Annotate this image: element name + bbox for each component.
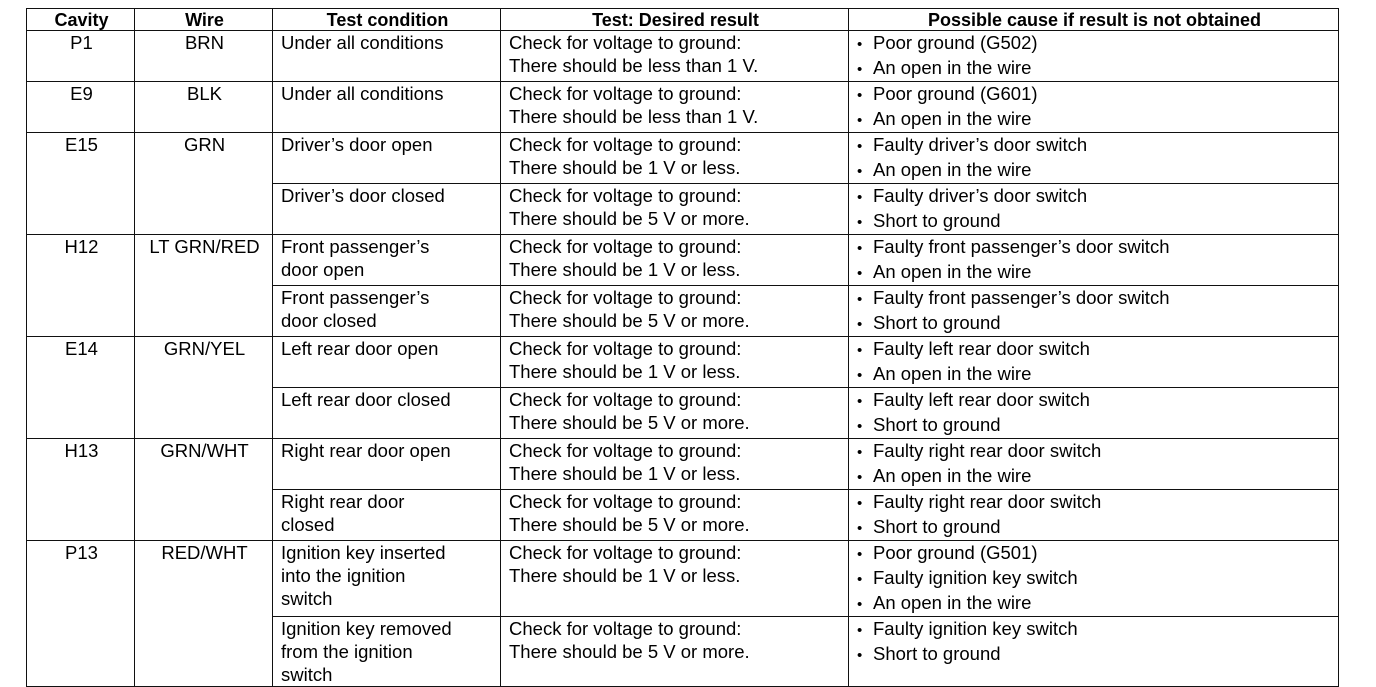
cause-item: • Poor ground (G601) <box>857 82 1332 107</box>
cavity-cell: P1 <box>27 31 135 82</box>
cause-item: • Faulty front passenger’s door switch <box>857 235 1332 260</box>
condition-cell <box>273 235 501 286</box>
table-row <box>27 31 1339 82</box>
cause-cell <box>849 617 1339 687</box>
condition-cell <box>273 82 501 133</box>
condition-cell <box>273 617 501 687</box>
cavity-cell: H12 <box>27 235 135 337</box>
condition-text: Left rear door closed <box>281 389 451 410</box>
header-possible-cause: Possible cause if result is not obtained <box>849 9 1339 31</box>
condition-text: Ignition key removed <box>281 618 452 639</box>
cause-item: • Faulty driver’s door switch <box>857 184 1332 209</box>
cause-cell <box>849 439 1339 490</box>
result-text: There should be less than 1 V. <box>509 55 759 76</box>
result-cell <box>501 617 849 687</box>
cause-item: • Faulty ignition key switch <box>857 566 1332 591</box>
result-cell <box>501 388 849 439</box>
table-row <box>27 235 1339 286</box>
connector-test-table-sheet <box>26 8 1338 687</box>
cavity-cell: H13 <box>27 439 135 541</box>
condition-text: Driver’s door open <box>281 134 433 155</box>
result-text: There should be 1 V or less. <box>509 361 741 382</box>
table-row <box>27 439 1339 490</box>
condition-text: switch <box>281 588 333 609</box>
result-cell <box>501 337 849 388</box>
result-cell <box>501 31 849 82</box>
cavity-cell: E9 <box>27 82 135 133</box>
result-text: There should be 1 V or less. <box>509 463 741 484</box>
cause-item: • Faulty left rear door switch <box>857 388 1332 413</box>
cause-item: • Short to ground <box>857 311 1332 336</box>
result-text: Check for voltage to ground: <box>509 185 742 206</box>
condition-cell <box>273 133 501 184</box>
condition-text: Left rear door open <box>281 338 439 359</box>
cause-item: • Poor ground (G501) <box>857 541 1332 566</box>
result-cell <box>501 133 849 184</box>
result-text: Check for voltage to ground: <box>509 618 742 639</box>
result-text: Check for voltage to ground: <box>509 32 742 53</box>
cause-item: • Short to ground <box>857 209 1332 234</box>
wire-cell: LT GRN/RED <box>135 235 273 337</box>
wire-cell: GRN/WHT <box>135 439 273 541</box>
cause-item: • Short to ground <box>857 515 1332 540</box>
cause-item: • An open in the wire <box>857 260 1332 285</box>
result-text: There should be 1 V or less. <box>509 259 741 280</box>
cause-cell <box>849 388 1339 439</box>
result-text: Check for voltage to ground: <box>509 338 742 359</box>
table-row <box>27 541 1339 617</box>
condition-text: Under all conditions <box>281 83 444 104</box>
result-text: There should be 1 V or less. <box>509 157 741 178</box>
wire-cell: RED/WHT <box>135 541 273 687</box>
condition-cell <box>273 439 501 490</box>
header-test-condition: Test condition <box>273 9 501 31</box>
header-cavity: Cavity <box>27 9 135 31</box>
condition-cell <box>273 337 501 388</box>
cause-item: • Faulty ignition key switch <box>857 617 1332 642</box>
result-text: Check for voltage to ground: <box>509 542 742 563</box>
result-text: There should be 5 V or more. <box>509 641 750 662</box>
condition-cell <box>273 490 501 541</box>
result-text: Check for voltage to ground: <box>509 440 742 461</box>
condition-text: Right rear door open <box>281 440 451 461</box>
result-cell <box>501 439 849 490</box>
condition-text: switch <box>281 664 333 685</box>
header-wire: Wire <box>135 9 273 31</box>
condition-text: door open <box>281 259 365 280</box>
result-text: There should be 5 V or more. <box>509 412 750 433</box>
result-text: There should be 5 V or more. <box>509 310 750 331</box>
cause-item: • Faulty front passenger’s door switch <box>857 286 1332 311</box>
result-text: Check for voltage to ground: <box>509 83 742 104</box>
condition-text: closed <box>281 514 335 535</box>
result-text: Check for voltage to ground: <box>509 389 742 410</box>
condition-cell <box>273 31 501 82</box>
result-text: Check for voltage to ground: <box>509 236 742 257</box>
cause-item: • Poor ground (G502) <box>857 31 1332 56</box>
table-row <box>27 337 1339 388</box>
condition-text: door closed <box>281 310 377 331</box>
header-test-result: Test: Desired result <box>501 9 849 31</box>
cause-cell <box>849 184 1339 235</box>
cavity-cell: P13 <box>27 541 135 687</box>
result-text: Check for voltage to ground: <box>509 287 742 308</box>
result-cell <box>501 235 849 286</box>
condition-text: Driver’s door closed <box>281 185 445 206</box>
condition-text: Under all conditions <box>281 32 444 53</box>
condition-cell <box>273 184 501 235</box>
cause-cell <box>849 541 1339 617</box>
cause-item: • Faulty driver’s door switch <box>857 133 1332 158</box>
table-row <box>27 82 1339 133</box>
cause-item: • An open in the wire <box>857 56 1332 81</box>
result-text: Check for voltage to ground: <box>509 491 742 512</box>
cause-item: • An open in the wire <box>857 591 1332 616</box>
result-text: Check for voltage to ground: <box>509 134 742 155</box>
result-text: There should be 1 V or less. <box>509 565 741 586</box>
cavity-cell: E14 <box>27 337 135 439</box>
cause-cell <box>849 82 1339 133</box>
cause-cell <box>849 31 1339 82</box>
result-text: There should be 5 V or more. <box>509 208 750 229</box>
cause-item: • An open in the wire <box>857 362 1332 387</box>
cause-item: • Short to ground <box>857 413 1332 438</box>
wire-cell: GRN/YEL <box>135 337 273 439</box>
cause-cell <box>849 235 1339 286</box>
condition-text: from the ignition <box>281 641 413 662</box>
result-cell <box>501 286 849 337</box>
result-text: There should be less than 1 V. <box>509 106 759 127</box>
condition-text: Ignition key inserted <box>281 542 446 563</box>
cause-cell <box>849 490 1339 541</box>
result-cell <box>501 541 849 617</box>
cause-item: • An open in the wire <box>857 464 1332 489</box>
wire-cell: BRN <box>135 31 273 82</box>
condition-cell <box>273 388 501 439</box>
condition-text: Front passenger’s <box>281 287 430 308</box>
result-cell <box>501 184 849 235</box>
condition-text: Front passenger’s <box>281 236 430 257</box>
cause-cell <box>849 286 1339 337</box>
cavity-cell: E15 <box>27 133 135 235</box>
result-text: There should be 5 V or more. <box>509 514 750 535</box>
condition-text: into the ignition <box>281 565 406 586</box>
table-row <box>27 133 1339 184</box>
wire-cell: GRN <box>135 133 273 235</box>
cause-item: • An open in the wire <box>857 107 1332 132</box>
condition-cell <box>273 286 501 337</box>
result-cell <box>501 490 849 541</box>
condition-cell <box>273 541 501 617</box>
result-cell <box>501 82 849 133</box>
cause-cell <box>849 337 1339 388</box>
connector-test-table <box>26 8 1339 687</box>
table-header-row <box>27 9 1339 31</box>
wire-cell: BLK <box>135 82 273 133</box>
cause-item: • Faulty right rear door switch <box>857 490 1332 515</box>
cause-item: • Short to ground <box>857 642 1332 667</box>
cause-item: • Faulty left rear door switch <box>857 337 1332 362</box>
cause-item: • Faulty right rear door switch <box>857 439 1332 464</box>
condition-text: Right rear door <box>281 491 405 512</box>
cause-item: • An open in the wire <box>857 158 1332 183</box>
cause-cell <box>849 133 1339 184</box>
